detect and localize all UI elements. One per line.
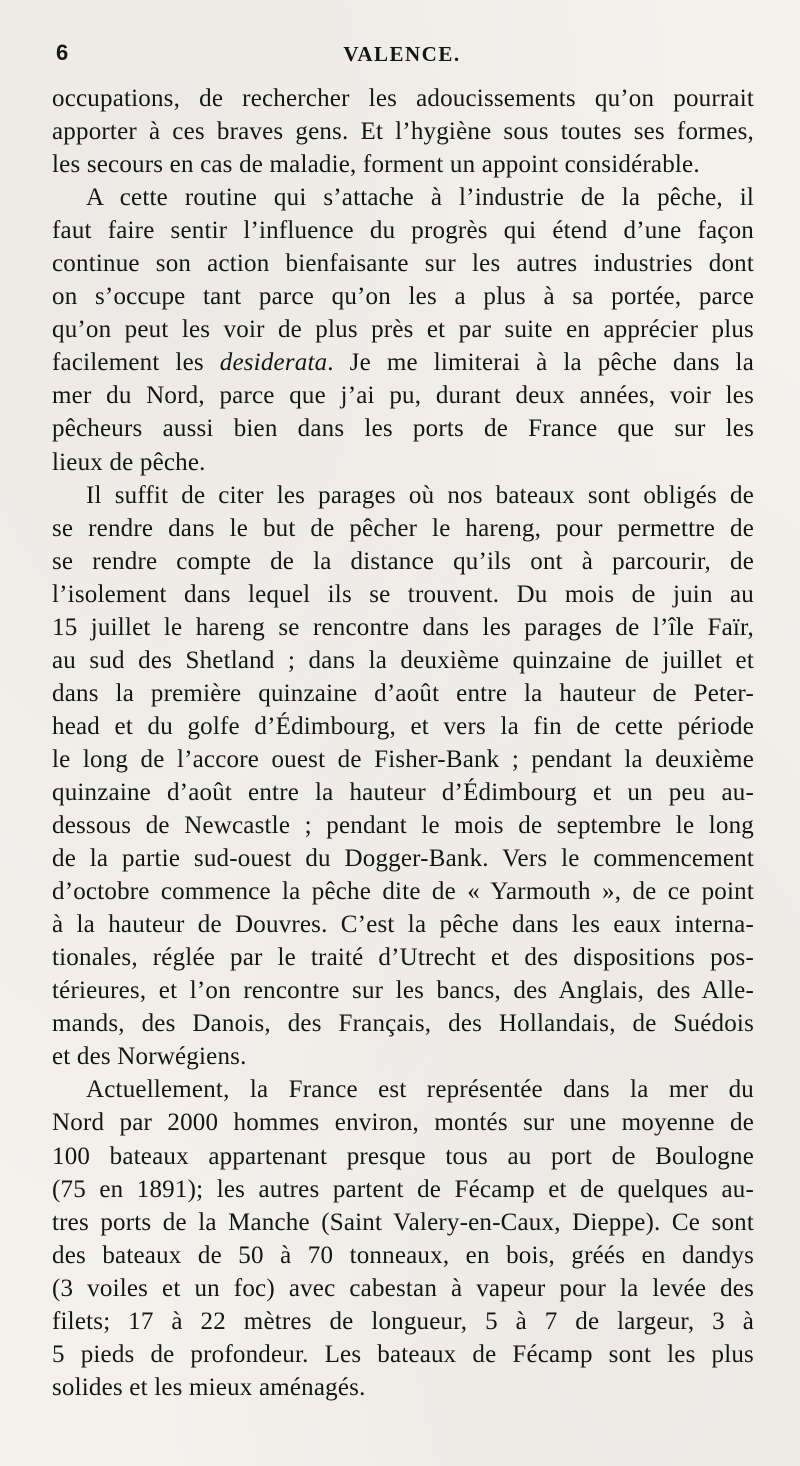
text-line: lieux de pêche.: [52, 448, 206, 476]
italic-term: desiderata: [219, 349, 328, 377]
text-line: Nord par 2000 hommes environ, montés sur une moyenne de: [52, 1109, 754, 1137]
text-line: tres ports de la Manche (Saint Valery-en-Caux, Dieppe). Ce sont: [52, 1208, 754, 1236]
text-line: 15 juillet le hareng se rencontre dans les parages de l’île Faïr,: [52, 613, 754, 641]
text-line: le long de l’accore ouest de Fisher-Bank ; pendant la deuxième: [52, 745, 754, 773]
page-number: 6: [56, 40, 69, 65]
text-line: tionales, réglée par le traité d’Utrecht et des dispositions pos-: [52, 944, 754, 972]
text-line: térieures, et l’on rencontre sur les bancs, des Anglais, des Alle-: [52, 977, 754, 1005]
text-line: dessous de Newcastle ; pendant le mois de septembre le long: [52, 812, 754, 840]
text-line: dans la première quinzaine d’août entre la hauteur de Peter-: [52, 679, 754, 707]
text-line: de la partie sud-ouest du Dogger-Bank. Vers le commencement: [52, 845, 754, 873]
running-title: VALENCE.: [343, 42, 461, 66]
text-line: qu’on peut les voir de plus près et par suite en apprécier plus: [52, 316, 754, 344]
text-line: pêcheurs aussi bien dans les ports de France que sur les: [52, 415, 754, 443]
text-line: mands, des Danois, des Français, des Hollandais, de Suédois: [52, 1010, 754, 1038]
text-line-with-italic: facilement les desiderata. Je me limiterai à la pêche dans la: [52, 349, 754, 377]
text-line: (75 en 1891); les autres partent de Fécamp et de quelques au-: [52, 1175, 754, 1203]
text-line: filets; 17 à 22 mètres de longueur, 5 à 7 de largeur, 3 à: [52, 1307, 754, 1335]
text-line: solides et les mieux aménagés.: [52, 1373, 366, 1401]
text-line: à la hauteur de Douvres. C’est la pêche dans les eaux interna-: [52, 911, 754, 939]
text-line: apporter à ces braves gens. Et l’hygiène sous toutes ses formes,: [52, 118, 754, 146]
text-line: au sud des Shetland ; dans la deuxième quinzaine de juillet et: [52, 646, 754, 674]
text-line: se rendre compte de la distance qu’ils ont à parcourir, de: [52, 547, 754, 575]
text-line: 100 bateaux appartenant presque tous au port de Boulogne: [52, 1142, 754, 1170]
text-line: occupations, de rechercher les adoucissements qu’on pourrait: [52, 85, 754, 112]
text-line: mer du Nord, parce que j’ai pu, durant deux années, voir les: [52, 382, 754, 410]
text-line: (3 voiles et un foc) avec cabestan à vapeur pour la levée des: [52, 1274, 754, 1302]
text-line: se rendre dans le but de pêcher le hareng, pour permettre de: [52, 514, 754, 542]
paragraph-start-line: Actuellement, la France est représentée dans la mer du: [86, 1076, 754, 1104]
text-line: quinzaine d’août entre la hauteur d’Édimbourg et un peu au-: [52, 778, 754, 806]
text-line: continue son action bienfaisante sur les autres industries dont: [52, 250, 754, 278]
text-line: head et du golfe d’Édimbourg, et vers la fin de cette période: [52, 712, 754, 740]
running-head: [52, 40, 752, 70]
text-line: 5 pieds de profondeur. Les bateaux de Fécamp sont les plus: [52, 1340, 754, 1368]
text-line: faut faire sentir l’influence du progrès qui étend d’une façon: [52, 217, 754, 245]
text-line: l’isolement dans lequel ils se trouvent. Du mois de juin au: [52, 580, 754, 608]
text-line: des bateaux de 50 à 70 tonneaux, en bois, gréés en dandys: [52, 1241, 754, 1269]
text-line: on s’occupe tant parce qu’on les a plus à sa portée, parce: [52, 283, 754, 311]
paragraph-start-line: Il suffit de citer les parages où nos bateaux sont obligés de: [86, 481, 754, 509]
body-text: [52, 82, 754, 1404]
text-line: les secours en cas de maladie, forment un appoint considérable.: [52, 151, 700, 179]
text-line: d’octobre commence la pêche dite de « Yarmouth », de ce point: [52, 878, 754, 906]
text-line: et des Norwégiens.: [52, 1043, 247, 1071]
paragraph-start-line: A cette routine qui s’attache à l’industrie de la pêche, il: [86, 184, 754, 212]
